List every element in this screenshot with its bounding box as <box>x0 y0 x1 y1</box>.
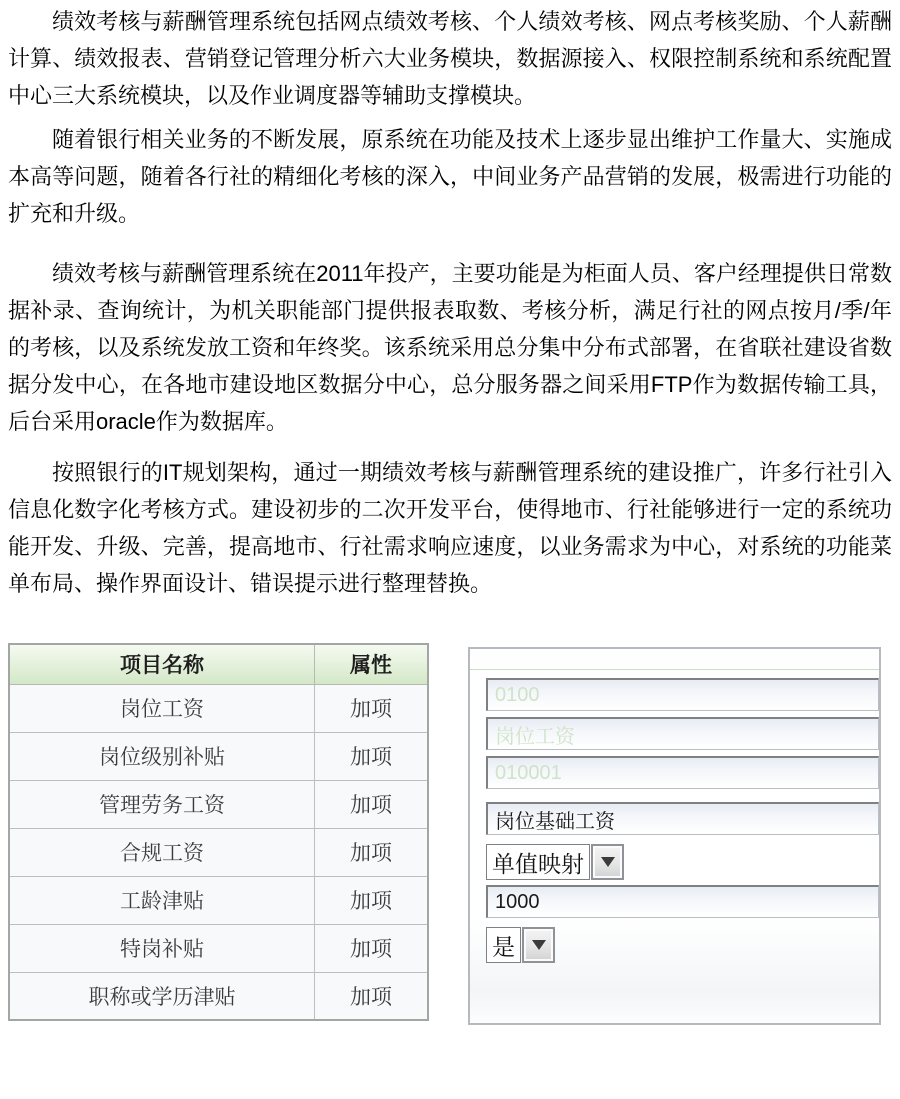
dropdown-arrow-icon <box>532 940 546 950</box>
mapping-type-value: 单值映射 <box>486 844 590 880</box>
item-name-cell: 工龄津贴 <box>9 876 314 924</box>
header-attribute: 属性 <box>314 644 428 684</box>
amount-input[interactable] <box>486 885 879 918</box>
paragraph-deployment: 绩效考核与薪酬管理系统在2011年投产，主要功能是为柜面人员、客户经理提供日常数据补录、查询统计，为机关职能部门提供报表取数、考核分析，满足行社的网点按月/季/年的考核，以及系统发放工资和年终奖。该系统采用总分集中分布式部署，在省联社建设省数据分发中心，在各地市建设地区数据分中心，总分服务器之间采用FTP作为数据传输工具，后台采用oracle作为数据库。 <box>8 261 892 434</box>
item-name-cell: 职称或学历津贴 <box>9 972 314 1020</box>
salary-items-table <box>8 643 429 1021</box>
document-text <box>8 3 892 602</box>
sub-item-name-input[interactable] <box>486 802 879 835</box>
item-name-cell: 特岗补贴 <box>9 924 314 972</box>
paragraph-modules: 绩效考核与薪酬管理系统包括网点绩效考核、个人绩效考核、网点考核奖励、个人薪酬计算、绩效报表、营销登记管理分析六大业务模块，数据源接入、权限控制系统和系统配置中心三大系统模块，以及作业调度器等辅助支撑模块。 <box>8 9 892 108</box>
table-row <box>9 924 428 972</box>
sub-item-code-input <box>486 756 879 789</box>
panel-fields <box>470 670 879 963</box>
dropdown-button[interactable] <box>591 844 624 880</box>
dropdown-arrow-icon <box>601 857 615 867</box>
table-header-row <box>9 644 428 684</box>
table-row <box>9 684 428 732</box>
attribute-cell: 加项 <box>314 876 428 924</box>
attribute-cell: 加项 <box>314 732 428 780</box>
paragraph-background: 随着银行相关业务的不断发展，原系统在功能及技术上逐步显出维护工作量大、实施成本高等问题，随着各行社的精细化考核的深入，中间业务产品营销的发展，极需进行功能的扩充和升级。 <box>8 127 892 226</box>
attribute-cell: 加项 <box>314 684 428 732</box>
table-row <box>9 876 428 924</box>
item-name-cell: 岗位级别补贴 <box>9 732 314 780</box>
panel-top-strip <box>470 649 879 669</box>
dropdown-button[interactable] <box>522 927 555 963</box>
table-row <box>9 732 428 780</box>
table-row <box>9 972 428 1020</box>
attribute-cell: 加项 <box>314 780 428 828</box>
item-name-cell: 管理劳务工资 <box>9 780 314 828</box>
item-code-input <box>486 678 879 711</box>
item-name-input <box>486 717 879 750</box>
enabled-flag-value: 是 <box>486 927 521 963</box>
mapping-type-dropdown[interactable] <box>486 844 624 880</box>
attribute-cell: 加项 <box>314 924 428 972</box>
attribute-cell: 加项 <box>314 972 428 1020</box>
header-item-name: 项目名称 <box>9 644 314 684</box>
enabled-flag-dropdown[interactable] <box>486 927 555 963</box>
table-row <box>9 780 428 828</box>
paragraph-it-planning: 按照银行的IT规划架构，通过一期绩效考核与薪酬管理系统的建设推广，许多行社引入信息化数字化考核方式。建设初步的二次开发平台，使得地市、行社能够进行一定的系统功能开发、升级、完善，提高地市、行社需求响应速度，以业务需求为中心，对系统的功能菜单布局、操作界面设计、错误提示进行整理替换。 <box>8 460 892 596</box>
form-panel <box>468 647 881 1025</box>
item-name-cell: 合规工资 <box>9 828 314 876</box>
item-name-cell: 岗位工资 <box>9 684 314 732</box>
attribute-cell: 加项 <box>314 828 428 876</box>
table-row <box>9 828 428 876</box>
